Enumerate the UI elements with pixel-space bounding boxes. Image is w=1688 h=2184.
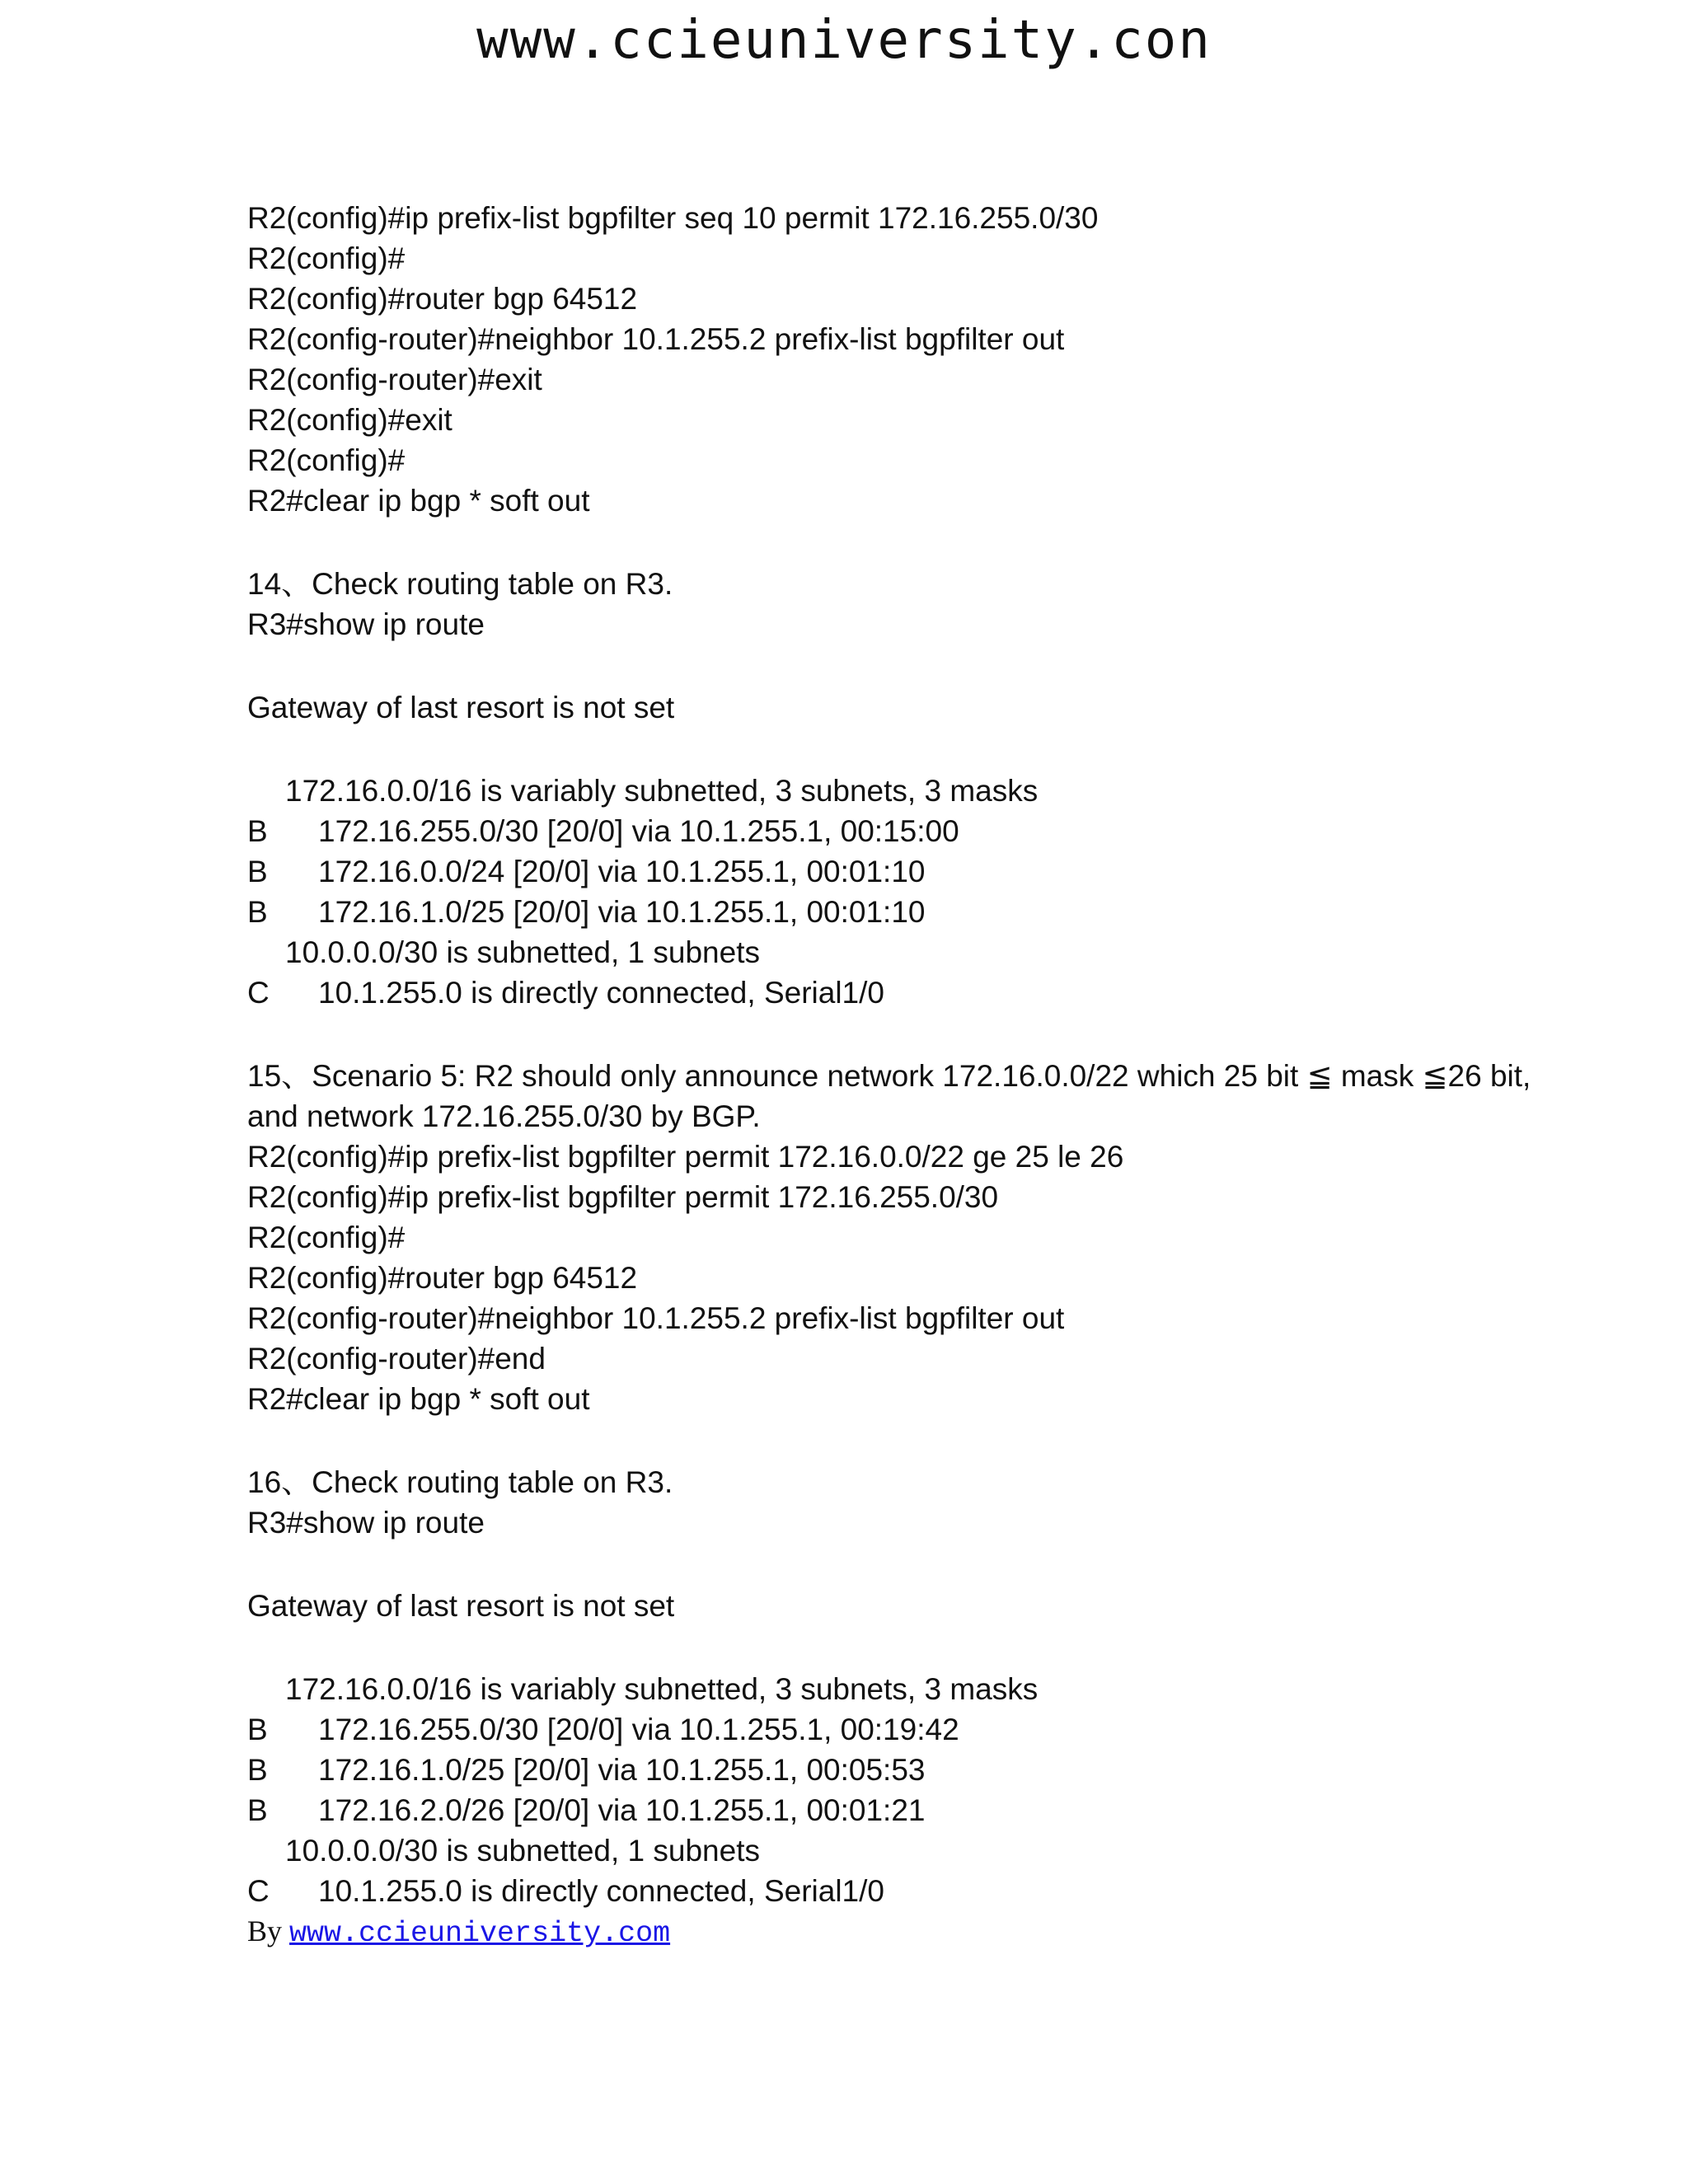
spacer [247, 521, 1533, 564]
route-text: 10.1.255.0 is directly connected, Serial1/0 [318, 1874, 884, 1908]
spacer [247, 1013, 1533, 1056]
config-line: R2#clear ip bgp * soft out [247, 484, 590, 518]
step-heading: 14、Check routing table on R3. [247, 567, 673, 601]
route-summary: 172.16.0.0/16 is variably subnetted, 3 subnets, 3 masks [285, 774, 1039, 808]
route-summary: 10.0.0.0/30 is subnetted, 1 subnets [285, 935, 760, 969]
config-line: R2(config)#ip prefix-list bgpfilter seq 10 permit 172.16.255.0/30 [247, 201, 1099, 235]
step-15-section [247, 1056, 1533, 1419]
gateway-line: Gateway of last resort is not set [247, 1589, 675, 1623]
route-text: 172.16.2.0/26 [20/0] via 10.1.255.1, 00:01:21 [318, 1793, 926, 1827]
config-line: R2(config)# [247, 1221, 406, 1254]
command-line: R3#show ip route [247, 607, 485, 641]
config-line: R2(config-router)#end [247, 1342, 546, 1376]
spacer [247, 728, 1533, 771]
config-block-1 [247, 198, 1533, 521]
config-line: R2(config)#router bgp 64512 [247, 282, 638, 316]
config-line: R2(config-router)#neighbor 10.1.255.2 prefix-list bgpfilter out [247, 1301, 1065, 1335]
route-entry [247, 1871, 1533, 1911]
route-text: 172.16.255.0/30 [20/0] via 10.1.255.1, 00:19:42 [318, 1713, 959, 1746]
spacer [247, 1543, 1533, 1586]
config-line: R2(config)# [247, 241, 406, 275]
route-text: 172.16.1.0/25 [20/0] via 10.1.255.1, 00:05:53 [318, 1753, 926, 1787]
route-entry [247, 851, 1533, 892]
route-summary: 10.0.0.0/30 is subnetted, 1 subnets [285, 1834, 760, 1868]
route-text: 172.16.1.0/25 [20/0] via 10.1.255.1, 00:01:10 [318, 895, 926, 929]
route-summary: 172.16.0.0/16 is variably subnetted, 3 subnets, 3 masks [285, 1672, 1039, 1706]
config-line: R2(config-router)#exit [247, 363, 542, 396]
step-heading: 16、Check routing table on R3. [247, 1465, 673, 1499]
route-code: B [247, 1793, 268, 1827]
spacer [247, 1626, 1533, 1669]
config-line: R2(config)#ip prefix-list bgpfilter permit 172.16.255.0/30 [247, 1180, 999, 1214]
route-entry [247, 1750, 1533, 1790]
spacer [247, 644, 1533, 687]
config-line: R2(config)#exit [247, 403, 452, 437]
route-text: 172.16.255.0/30 [20/0] via 10.1.255.1, 00:15:00 [318, 814, 959, 848]
route-entry [247, 972, 1533, 1013]
route-code: B [247, 855, 268, 888]
route-entry [247, 1790, 1533, 1830]
step-14-section [247, 564, 1533, 1013]
route-code: C [247, 976, 270, 1010]
route-code: B [247, 895, 268, 929]
route-code: B [247, 814, 268, 848]
footer-credit [247, 1911, 1533, 1952]
config-line: R2(config)# [247, 443, 406, 477]
route-text: 172.16.0.0/24 [20/0] via 10.1.255.1, 00:01:10 [318, 855, 926, 888]
route-entry [247, 1709, 1533, 1750]
route-code: B [247, 1713, 268, 1746]
route-entry [247, 811, 1533, 851]
config-line: R2(config)#ip prefix-list bgpfilter permit 172.16.0.0/22 ge 25 le 26 [247, 1140, 1124, 1174]
spacer [247, 1419, 1533, 1462]
command-line: R3#show ip route [247, 1506, 485, 1540]
step-16-section [247, 1462, 1533, 1911]
step-heading: 15、Scenario 5: R2 should only announce network 172.16.0.0/22 which 25 bit ≦ mask ≦26 bit, and network 172.16.255.0/30 by BGP. [247, 1059, 1531, 1133]
route-text: 10.1.255.0 is directly connected, Serial1/0 [318, 976, 884, 1010]
document-body [247, 198, 1533, 1952]
footer-link[interactable]: www.ccieuniversity.com [289, 1917, 671, 1950]
route-entry [247, 892, 1533, 932]
route-code: C [247, 1874, 270, 1908]
config-line: R2(config)#router bgp 64512 [247, 1261, 638, 1295]
config-line: R2#clear ip bgp * soft out [247, 1382, 590, 1416]
footer-prefix: By [247, 1915, 290, 1947]
route-code: B [247, 1753, 268, 1787]
config-line: R2(config-router)#neighbor 10.1.255.2 prefix-list bgpfilter out [247, 322, 1065, 356]
page-header-title: www.ccieuniversity.con [476, 10, 1212, 71]
gateway-line: Gateway of last resort is not set [247, 691, 675, 724]
